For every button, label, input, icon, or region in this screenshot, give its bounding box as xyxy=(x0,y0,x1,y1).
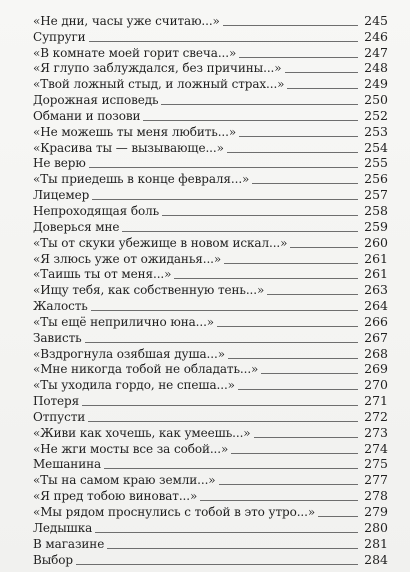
toc-leader-line xyxy=(143,120,358,121)
toc-entry-page-number: 280 xyxy=(364,519,388,535)
toc-entry xyxy=(33,202,388,218)
toc-entry xyxy=(33,551,388,567)
toc-entry-title: «Я злюсь уже от ожиданья...» xyxy=(33,251,222,266)
toc-entry xyxy=(33,218,388,234)
toc-entry-title: «Не дни, часы уже считаю...» xyxy=(33,13,220,28)
toc-leader-line xyxy=(219,484,358,485)
toc-entry-title: «Ты ещё неприлично юна...» xyxy=(33,314,215,329)
toc-entry xyxy=(33,456,388,472)
toc-entry-title: «Я глупо заблуждался, без причины...» xyxy=(33,61,282,76)
toc-entry-title: «Ищу тебя, как собственную тень...» xyxy=(33,283,265,298)
toc-entry xyxy=(33,408,388,424)
toc-leader-line xyxy=(287,88,358,89)
toc-entry xyxy=(33,313,388,329)
toc-entry xyxy=(33,170,388,186)
toc-leader-line xyxy=(252,183,358,184)
toc-entry-page-number: 257 xyxy=(364,187,388,203)
toc-entry-title: Выбор xyxy=(33,552,74,567)
toc-leader-line xyxy=(223,25,358,26)
toc-entry-page-number: 268 xyxy=(364,345,388,361)
toc-entry-title: В магазине xyxy=(33,536,105,551)
toc-entry xyxy=(33,186,388,202)
toc-entry-page-number: 281 xyxy=(364,535,388,551)
toc-entry xyxy=(33,329,388,345)
toc-entry-title: Доверься мне xyxy=(33,219,120,234)
toc-entry-title: «Мы рядом проснулись с тобой в это утро...» xyxy=(33,505,316,519)
toc-entry xyxy=(33,60,388,76)
toc-entry xyxy=(33,487,388,503)
toc-leader-line xyxy=(228,358,358,359)
toc-leader-line xyxy=(91,310,358,311)
table-of-contents xyxy=(33,12,388,567)
toc-entry xyxy=(33,28,388,44)
toc-leader-line xyxy=(200,500,358,501)
toc-entry xyxy=(33,503,388,519)
toc-entry xyxy=(33,266,388,282)
toc-entry-title: Супруги xyxy=(33,29,86,44)
toc-entry-title: Отпусти xyxy=(33,409,86,424)
toc-entry-title: Обмани и позови xyxy=(33,108,141,123)
toc-leader-line xyxy=(89,41,358,42)
toc-entry-title: «Не жги мосты все за собой...» xyxy=(33,441,229,456)
toc-entry-title: «Вздрогнула озябшая душа...» xyxy=(33,346,225,361)
toc-entry-page-number: 274 xyxy=(364,440,388,456)
toc-entry xyxy=(33,139,388,155)
toc-entry-title: «В комнате моей горит свеча...» xyxy=(33,45,237,60)
toc-entry xyxy=(33,44,388,60)
toc-entry-page-number: 279 xyxy=(364,504,388,519)
toc-entry-title: «Таишь ты от меня...» xyxy=(33,267,172,282)
toc-entry-page-number: 278 xyxy=(364,488,388,504)
toc-entry-title: «Живи как хочешь, как умеешь...» xyxy=(33,425,251,440)
toc-entry-page-number: 252 xyxy=(364,107,388,123)
toc-leader-line xyxy=(95,532,358,533)
toc-leader-line xyxy=(267,294,358,295)
toc-entry xyxy=(33,281,388,297)
toc-entry xyxy=(33,91,388,107)
toc-entry-title: Жалость xyxy=(33,299,88,314)
toc-entry-title: Мешанина xyxy=(33,457,102,472)
toc-entry xyxy=(33,107,388,123)
toc-entry-title: Не верю xyxy=(33,156,86,171)
toc-entry-page-number: 269 xyxy=(364,361,388,377)
toc-entry-page-number: 260 xyxy=(364,234,388,250)
toc-leader-line xyxy=(239,57,358,58)
toc-entry xyxy=(33,234,388,250)
toc-leader-line xyxy=(239,136,358,137)
toc-leader-line xyxy=(92,199,358,200)
toc-entry xyxy=(33,535,388,551)
toc-leader-line xyxy=(254,437,358,438)
toc-leader-line xyxy=(88,421,358,422)
toc-entry xyxy=(33,392,388,408)
toc-entry-title: Зависть xyxy=(33,330,82,345)
toc-leader-line xyxy=(238,389,358,390)
toc-entry-title: «Ты уходила гордо, не спеша...» xyxy=(33,378,235,393)
toc-entry xyxy=(33,75,388,91)
toc-leader-line xyxy=(290,247,358,248)
toc-entry-page-number: 261 xyxy=(364,266,388,282)
toc-entry-page-number: 271 xyxy=(364,393,388,409)
toc-entry-page-number: 256 xyxy=(364,171,388,187)
toc-entry-page-number: 247 xyxy=(364,44,388,60)
toc-entry-title: «Красива ты — вызывающе...» xyxy=(33,140,224,155)
toc-entry xyxy=(33,123,388,139)
toc-entry xyxy=(33,155,388,171)
toc-entry-page-number: 284 xyxy=(364,551,388,567)
toc-entry xyxy=(33,519,388,535)
toc-leader-line xyxy=(162,215,358,216)
toc-entry-page-number: 250 xyxy=(364,92,388,108)
toc-leader-line xyxy=(82,405,358,406)
toc-entry-page-number: 272 xyxy=(364,408,388,424)
toc-entry-title: Ледышка xyxy=(33,520,93,535)
toc-entry-page-number: 253 xyxy=(364,123,388,139)
toc-leader-line xyxy=(104,468,358,469)
toc-entry-page-number: 275 xyxy=(364,456,388,472)
toc-entry-page-number: 255 xyxy=(364,155,388,171)
toc-entry-page-number: 248 xyxy=(364,60,388,76)
toc-entry-title: «Ты приедешь в конце февраля...» xyxy=(33,172,250,187)
toc-entry-title: Дорожная исповедь xyxy=(33,93,159,108)
toc-leader-line xyxy=(161,104,358,105)
toc-entry-page-number: 270 xyxy=(364,377,388,393)
toc-entry xyxy=(33,440,388,456)
toc-entry-title: Потеря xyxy=(33,394,80,409)
toc-entry-title: «Мне никогда тобой не обладать...» xyxy=(33,362,259,377)
toc-entry-page-number: 254 xyxy=(364,139,388,155)
toc-entry-title: Лицемер xyxy=(33,188,90,203)
toc-entry-title: «Ты от скуки убежище в новом искал...» xyxy=(33,235,288,250)
toc-entry-page-number: 258 xyxy=(364,202,388,218)
toc-leader-line xyxy=(217,326,358,327)
toc-leader-line xyxy=(122,231,358,232)
toc-entry xyxy=(33,471,388,487)
toc-entry xyxy=(33,424,388,440)
toc-entry-page-number: 277 xyxy=(364,472,388,488)
toc-leader-line xyxy=(89,167,358,168)
toc-entry xyxy=(33,297,388,313)
toc-entry-title: Непроходящая боль xyxy=(33,203,160,218)
toc-entry-title: «Ты на самом краю земли...» xyxy=(33,473,216,488)
toc-entry-title: «Не можешь ты меня любить...» xyxy=(33,124,237,139)
toc-leader-line xyxy=(85,342,358,343)
toc-leader-line xyxy=(261,373,358,374)
toc-entry-title: «Я пред тобою виноват...» xyxy=(33,489,198,504)
toc-entry-page-number: 261 xyxy=(364,250,388,266)
toc-entry-page-number: 267 xyxy=(364,329,388,345)
toc-leader-line xyxy=(227,152,358,153)
toc-entry-page-number: 246 xyxy=(364,28,388,44)
toc-leader-line xyxy=(76,564,358,565)
toc-leader-line xyxy=(174,278,358,279)
toc-entry-page-number: 263 xyxy=(364,282,388,298)
toc-entry-page-number: 264 xyxy=(364,298,388,314)
toc-entry-page-number: 259 xyxy=(364,218,388,234)
toc-leader-line xyxy=(318,516,358,517)
toc-leader-line xyxy=(231,453,358,454)
toc-entry-page-number: 245 xyxy=(364,12,388,28)
toc-entry xyxy=(33,345,388,361)
toc-entry-page-number: 249 xyxy=(364,76,388,92)
toc-entry-page-number: 273 xyxy=(364,424,388,440)
toc-leader-line xyxy=(224,263,358,264)
toc-entry-page-number: 266 xyxy=(364,313,388,329)
toc-entry-title: «Твой ложный стыд, и ложный страх...» xyxy=(33,77,285,92)
toc-leader-line xyxy=(285,72,358,73)
toc-entry xyxy=(33,250,388,266)
toc-leader-line xyxy=(107,548,358,549)
toc-entry xyxy=(33,12,388,28)
toc-entry xyxy=(33,376,388,392)
toc-entry xyxy=(33,361,388,377)
